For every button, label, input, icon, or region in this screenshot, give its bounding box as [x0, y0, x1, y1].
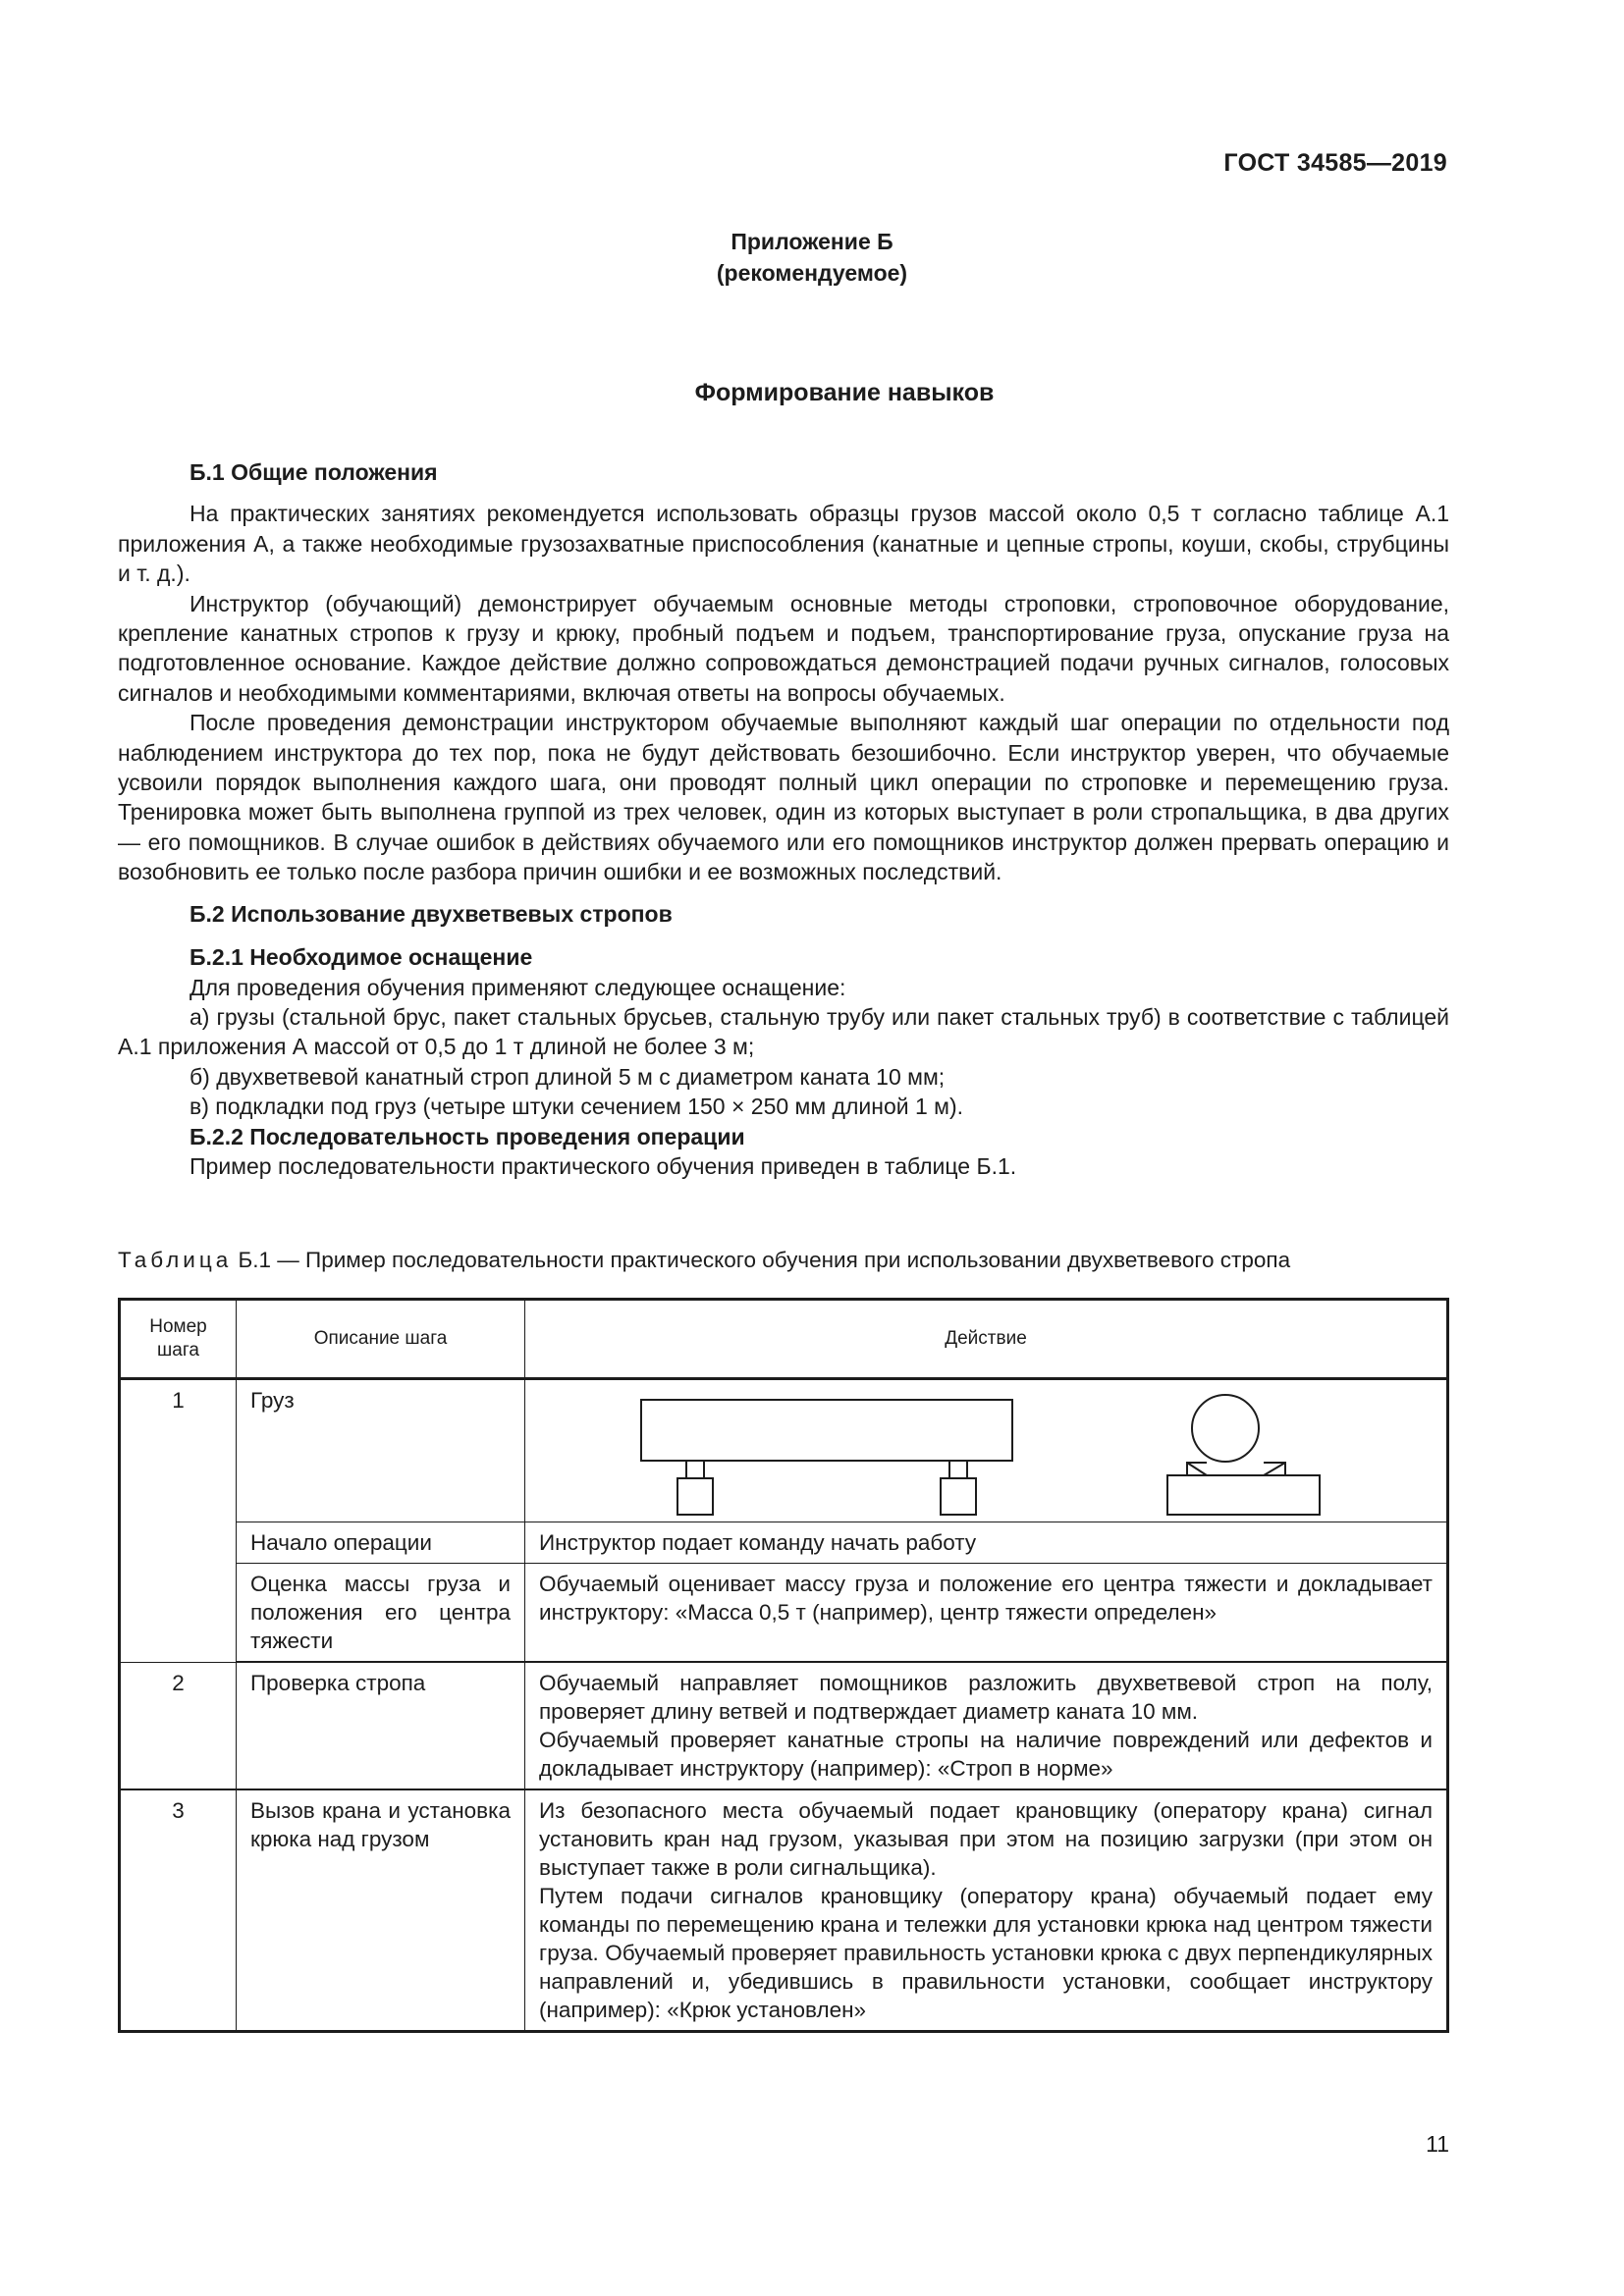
- header-action: Действие: [525, 1300, 1448, 1379]
- paragraph: Для проведения обучения применяют следующее оснащение:: [189, 974, 846, 1000]
- header-step-number: Номер шага: [120, 1300, 237, 1379]
- beam-load-shape: [641, 1400, 1012, 1461]
- subsection-b22-title: Б.2.2 Последовательность проведения операции: [189, 1123, 745, 1149]
- step-number: 1: [120, 1379, 237, 1663]
- section-heading: Формирование навыков: [694, 379, 995, 406]
- table-header-row: [120, 1300, 1448, 1379]
- step-action: [525, 1662, 1448, 1789]
- steps-table: [118, 1298, 1449, 2033]
- list-item: б) двухветвевой канатный строп длиной 5 м с диаметром каната 10 мм;: [189, 1063, 946, 1090]
- section-b2-title: Б.2 Использование двухветвевых стропов: [189, 900, 673, 927]
- table-row: [120, 1522, 1448, 1564]
- table-caption: [118, 1248, 1453, 1273]
- pipe-load-shape: [1192, 1395, 1259, 1462]
- list-item: а) грузы (стальной брус, пакет стальных брусьев, стальную трубу или пакет стальных труб) в соответствие с таблицей А.1 приложения А массой от 0,5 до 1 т длиной не более 3 м;: [118, 1003, 1449, 1060]
- paragraph: После проведения демонстрации инструктором обучаемые выполняют каждый шаг операции по отдельности под наблюдением инструктора до тех пор, пока не будут действовать безошибочно. Если инструктор уверен, что обучаемые усвоили порядок выполнения каждого шага, они проводят полный цикл операции по строповке и перемещению груза. Тренировка может быть выполнена группой из трех человек, один из которых выступает в роли стропальщика, в два других — его помощников. В случае ошибок в действиях обучаемого или его помощников инструктор должен прервать операцию и возобновить ее только после разбора причин ошибки и ее возможных последствий.: [118, 710, 1449, 885]
- page-number: 11: [1426, 2131, 1449, 2157]
- support-block-left: [677, 1478, 713, 1515]
- header-step-description: Описание шага: [237, 1300, 525, 1379]
- paragraph: Пример последовательности практического обучения приведен в таблице Б.1.: [189, 1152, 1017, 1179]
- table-row: [120, 1789, 1448, 2032]
- support-post-right: [949, 1461, 967, 1478]
- action-text: Путем подачи сигналов крановщику (оператору крана) обучаемый подает ему команды по перемещению крана и тележки для установки крюка над центром тяжести груза. Обучаемый проверяет правильность установки крюка с двух перпендикулярных направлений и, убедившись в правильности установки, сообщает инструктору (например): «Крюк установлен»: [539, 1884, 1433, 2022]
- pipe-support-block: [1167, 1475, 1320, 1515]
- table-caption-label: Таблица: [118, 1248, 233, 1272]
- annex-header: [0, 226, 1624, 289]
- step-action: Обучаемый оценивает массу груза и положение его центра тяжести и докладывает инструктору: «Масса 0,5 т (например), центр тяжести определен»: [525, 1564, 1448, 1663]
- annex-title: Приложение Б: [731, 229, 893, 254]
- step-action: Инструктор подает команду начать работу: [525, 1522, 1448, 1564]
- step-action: [525, 1789, 1448, 2032]
- table-row: [120, 1379, 1448, 1522]
- support-post-left: [686, 1461, 704, 1478]
- step-description: Вызов крана и установка крюка над грузом: [237, 1789, 525, 2032]
- step-description: Оценка массы груза и положения его центра тяжести: [237, 1564, 525, 1663]
- action-text: Обучаемый проверяет канатные стропы на наличие повреждений или дефектов и докладывает инструктору (например): «Строп в норме»: [539, 1728, 1433, 1781]
- table-caption-text: Б.1 — Пример последовательности практического обучения при использовании двухветвевого стропа: [238, 1248, 1291, 1272]
- table-row: [120, 1662, 1448, 1789]
- step-description: Проверка стропа: [237, 1662, 525, 1789]
- subsection-b21-title: Б.2.1 Необходимое оснащение: [189, 944, 533, 971]
- step-description: Начало операции: [237, 1522, 525, 1564]
- standard-code: ГОСТ 34585—2019: [1223, 149, 1447, 177]
- list-item: в) подкладки под груз (четыре штуки сечением 150 × 250 мм длиной 1 м).: [189, 1094, 964, 1120]
- support-block-right: [941, 1478, 976, 1515]
- table-row: [120, 1564, 1448, 1663]
- load-on-supports-diagram: [525, 1380, 1435, 1522]
- step-description: Груз: [237, 1379, 525, 1522]
- load-drawing: [525, 1379, 1448, 1522]
- paragraph: На практических занятиях рекомендуется использовать образцы грузов массой около 0,5 т согласно таблице А.1 приложения А, а также необходимые грузозахватные приспособления (канатные и цепные стропы, коуши, скобы, струбцины и т. д.).: [118, 501, 1449, 587]
- annex-status: (рекомендуемое): [716, 260, 908, 286]
- section-b1-title: Б.1 Общие положения: [189, 459, 438, 485]
- action-text: Из безопасного места обучаемый подает крановщику (оператору крана) сигнал установить кран над грузом, указывая при этом на позицию загрузки (при этом он выступает также в роли сигнальщика).: [539, 1798, 1433, 1880]
- step-number: 2: [120, 1662, 237, 1789]
- body-text: [118, 457, 1449, 1181]
- paragraph: Инструктор (обучающий) демонстрирует обучаемым основные методы строповки, строповочное оборудование, крепление канатных стропов к грузу и крюку, пробный подъем и подъем, транспортирование груза, опускание груза на подготовленное основание. Каждое действие должно сопровождаться демонстрацией подачи ручных сигналов, голосовых сигналов и необходимыми комментариями, включая ответы на вопросы обучаемых.: [118, 590, 1449, 706]
- step-number: 3: [120, 1789, 237, 2032]
- action-text: Обучаемый направляет помощников разложить двухветвевой строп на полу, проверяет длину ветвей и подтверждает диаметр каната 10 мм.: [539, 1671, 1433, 1724]
